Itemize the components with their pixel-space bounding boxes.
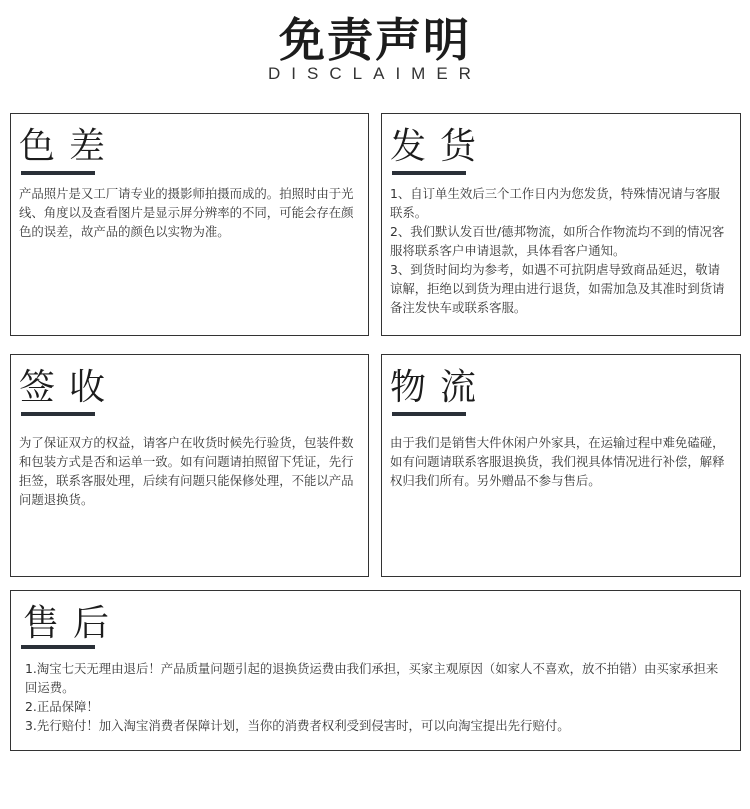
- section-heading: 签收: [19, 367, 120, 408]
- heading-underline: [21, 645, 95, 649]
- paragraph: 1.淘宝七天无理由退后！产品质量问题引起的退换货运费由我们承担，买家主观原因（如家人不喜欢，放不拍错）由买家承担来回运费。: [25, 661, 719, 695]
- section-signing: [10, 354, 369, 577]
- section-heading: 发货: [390, 126, 491, 167]
- section-logistics: [381, 354, 741, 577]
- heading-underline: [392, 412, 466, 416]
- paragraph: 3.先行赔付！加入淘宝消费者保障计划，当你的消费者权利受到侵害时，可以向淘宝提出先行赔付。: [25, 718, 570, 733]
- section-heading: 物流: [390, 367, 491, 408]
- section-body: [25, 659, 726, 735]
- section-body: [390, 433, 730, 490]
- heading-underline: [392, 171, 466, 175]
- heading-underline: [21, 412, 95, 416]
- section-body: [19, 184, 358, 241]
- page-subtitle: DISCLAIMER: [268, 64, 482, 83]
- paragraph: 为了保证双方的权益，请客户在收货时候先行验货，包装件数和包装方式是否和运单一致。如有问题请拍照留下凭证，先行拒签，联系客服处理，后续有问题只能保修处理，不能以产品问题退换货。: [19, 435, 354, 507]
- paragraph: 由于我们是销售大件休闲户外家具，在运输过程中难免磕碰，如有问题请联系客服退换货，我们视具体情况进行补偿，解释权归我们所有。另外赠品不参与售后。: [390, 435, 725, 488]
- section-shipping: [381, 113, 741, 336]
- section-heading: 售后: [23, 603, 124, 644]
- paragraph: 1、自订单生效后三个工作日内为您发货，特殊情况请与客服联系。: [390, 186, 721, 220]
- section-body: [19, 433, 358, 509]
- section-heading: 色差: [19, 126, 120, 167]
- section-after-sales: [10, 590, 741, 751]
- heading-underline: [21, 171, 95, 175]
- paragraph: 2.正品保障！: [25, 699, 99, 714]
- paragraph: 3、到货时间均为参考，如遇不可抗阴虐导致商品延迟，敬请谅解，拒绝以到货为理由进行退货，如需加急及其准时到货请备注发快车或联系客服。: [390, 262, 725, 315]
- section-body: [390, 184, 730, 317]
- paragraph: 产品照片是又工厂请专业的摄影师拍摄而成的。拍照时由于光线、角度以及查看图片是显示屏分辨率的不同，可能会存在颜色的误差，故产品的颜色以实物为准。: [19, 186, 354, 239]
- page-title: 免责声明: [279, 13, 471, 67]
- paragraph: 2、我们默认发百世/德邦物流，如所合作物流均不到的情况客服将联系客户申请退款，具体看客户通知。: [390, 224, 725, 258]
- section-color-difference: [10, 113, 369, 336]
